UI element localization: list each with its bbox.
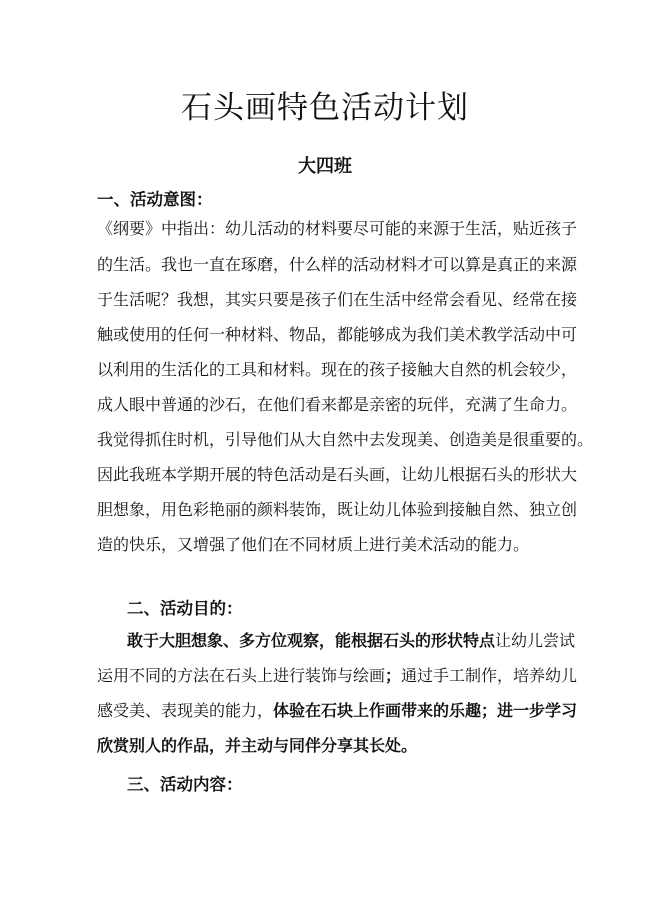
section-2-line: 欣赏别人的作品，并主动与同伴分享其长处。 [97, 736, 418, 755]
section-1-line: 造的快乐，又增强了他们在不同材质上进行美术活动的能力。 [97, 535, 530, 554]
section-1-line: 触或使用的任何一种材料、物品，都能够成为我们美术教学活动中可 [97, 325, 578, 344]
section-2-line [127, 630, 576, 652]
section-2-emphasis: 体验在石块上作画带来的乐趣 [273, 701, 482, 720]
section-2-line [97, 665, 578, 687]
section-2-heading: 二、活动目的： [127, 599, 243, 618]
section-2-line [97, 700, 578, 722]
section-1-line: 的生活。我也一直在琢磨，什么样的活动材料才可以算是真正的来源 [97, 255, 578, 274]
section-1-line: 因此我班本学期开展的特色活动是石头画，让幼儿根据石头的形状大 [97, 465, 578, 484]
section-3-heading: 三、活动内容： [127, 775, 243, 794]
section-1-line: 胆想象，用色彩艳丽的颜料装饰，既让幼儿体验到接触自然、独立创 [97, 500, 578, 519]
section-2-text: 感受美、表现美的能力， [97, 701, 274, 720]
section-1-line: 成人眼中普通的沙石，在他们看来都是亲密的玩伴，充满了生命力。 [97, 395, 578, 414]
section-1-line: 以利用的生活化的工具和材料。现在的孩子接触大自然的机会较少， [97, 360, 578, 379]
section-2-emphasis: ； [385, 666, 402, 685]
section-2-text: 运用不同的方法在石头上进行装饰与绘画 [97, 666, 386, 685]
section-1-heading: 一、活动意图： [97, 190, 213, 209]
section-2-text: 让幼儿尝试 [495, 631, 576, 650]
section-1-line: 《纲要》中指出：幼儿活动的材料要尽可能的来源于生活，贴近孩子 [97, 219, 578, 238]
section-1-line: 于生活呢？我想，其实只要是孩子们在生活中经常会看见、经常在接 [97, 290, 578, 309]
page-title: 石头画特色活动计划 [181, 90, 469, 126]
section-2-emphasis: 敢于大胆想象、多方位观察，能根据石头的形状特点 [127, 631, 496, 650]
section-2-text: 通过手工制作，培养幼儿 [401, 666, 578, 685]
section-1-line: 我觉得抓住时机，引导他们从大自然中去发现美、创造美是很重要的。 [97, 430, 594, 449]
class-subtitle: 大四班 [298, 156, 352, 177]
section-2-emphasis: ；进一步学习 [481, 701, 578, 720]
